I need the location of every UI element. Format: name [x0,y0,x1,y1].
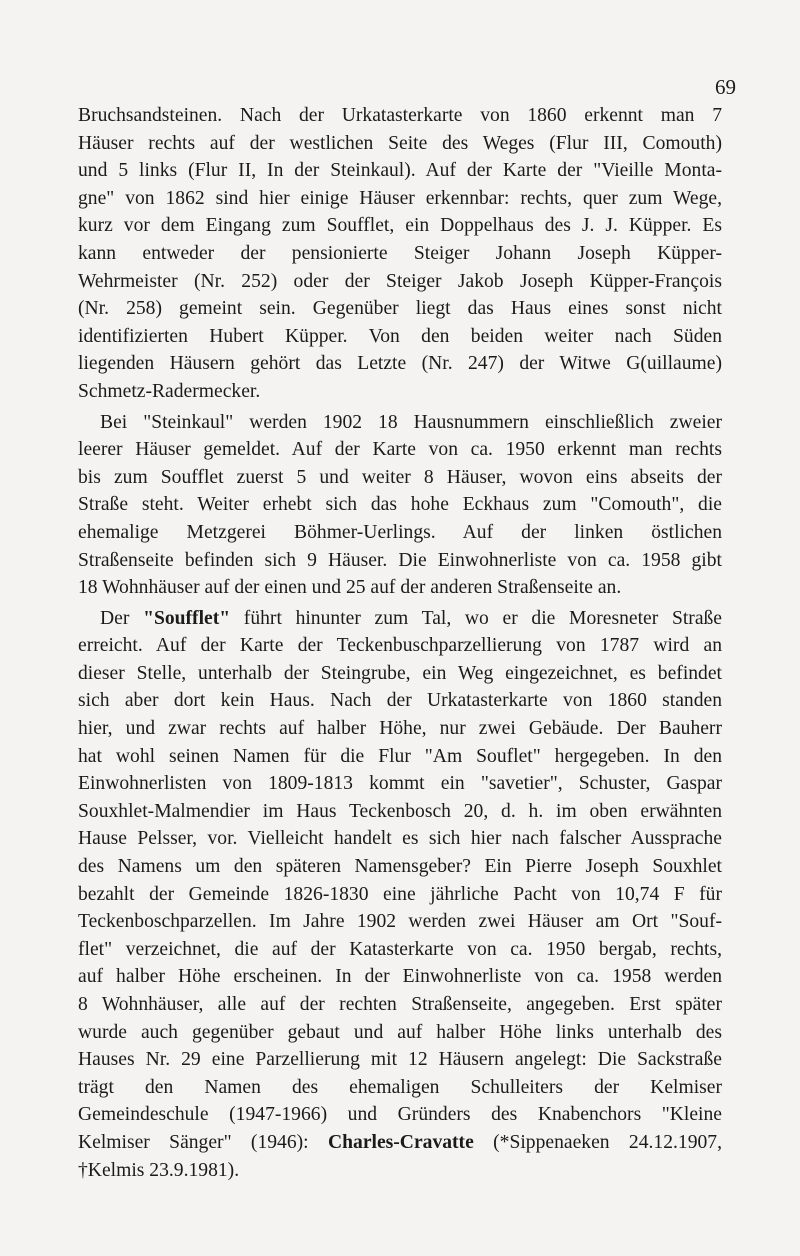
text-line: des Namens um den späteren Namensgeber? Ein Pierre Joseph Souxhlet [78,856,722,878]
text-line: Häuser rechts auf der westlichen Seite des Weges (Flur III, Comouth) [78,132,722,154]
body-text [78,102,722,1184]
text-line: trägt den Namen des ehemaligen Schulleiters der Kelmiser [78,1076,722,1098]
text-line: 18 Wohnhäuser auf der einen und 25 auf der anderen Straßenseite an. [78,577,622,599]
text-line: bezahlt der Gemeinde 1826-1830 eine jährliche Pacht von 10,74 F für [78,883,722,905]
text-line: ehemalige Metzgerei Böhmer-Uerlings. Auf der linken östlichen [78,521,722,543]
paragraph-2 [78,409,722,602]
text-line: (Nr. 258) gemeint sein. Gegenüber liegt das Haus eines sonst nicht [78,298,722,320]
text-line: bis zum Soufflet zuerst 5 und weiter 8 Häuser, wovon eins abseits der [78,466,722,488]
text-line: Straßenseite befinden sich 9 Häuser. Die Einwohnerliste von ca. 1958 gibt [78,549,722,571]
text-line: auf halber Höhe erscheinen. In der Einwohnerliste von ca. 1958 werden [78,966,722,988]
text-line: wurde auch gegenüber gebaut und auf halber Höhe links unterhalb des [78,1021,722,1043]
page-number: 69 [715,75,736,99]
text-run: Kelmiser Sänger" (1946): [78,1131,328,1153]
text-line: Bruchsandsteinen. Nach der Urkatasterkarte von 1860 erkennt man 7 [78,105,722,126]
text-line [78,605,722,633]
text-line: hier, und zwar rechts auf halber Höhe, nur zwei Gebäude. Der Bauherr [78,718,722,740]
text-line: Einwohnerlisten von 1809-1813 kommt ein "savetier", Schuster, Gaspar [78,773,722,795]
text-line: Straße steht. Weiter erhebt sich das hohe Eckhaus zum "Comouth", die [78,494,722,516]
person-name: Charles-Cravatte [327,1131,474,1153]
text-run: führt hinunter zum Tal, wo er die Moresneter Straße [230,607,723,629]
text-line: Hauses Nr. 29 eine Parzellierung mit 12 Häusern angelegt: Die Sackstraße [78,1049,722,1071]
term-soufflet: "Soufflet" [143,607,231,629]
text-line: erreicht. Auf der Karte der Teckenbuschparzellierung von 1787 wird an [78,635,722,657]
text-line: und 5 links (Flur II, In der Steinkaul). Auf der Karte der "Vieille Monta- [78,160,722,182]
text-line: liegenden Häusern gehört das Letzte (Nr. 247) der Witwe G(uillaume) [78,353,722,375]
text-line: leerer Häuser gemeldet. Auf der Karte von ca. 1950 erkennt man rechts [78,439,722,461]
text-line: kurz vor dem Eingang zum Soufflet, ein Doppelhaus des J. J. Küpper. Es [78,215,722,237]
text-line: Teckenboschparzellen. Im Jahre 1902 werden zwei Häuser am Ort "Souf- [78,911,722,933]
text-line: sich aber dort kein Haus. Nach der Urkatasterkarte von 1860 standen [78,690,722,712]
text-line: Gemeindeschule (1947-1966) und Gründers des Knabenchors "Kleine [78,1104,722,1126]
text-line: gne" von 1862 sind hier einige Häuser erkennbar: rechts, quer zum Wege, [78,187,722,209]
text-line: dieser Stelle, unterhalb der Steingrube, ein Weg eingezeichnet, es befindet [78,662,722,684]
text-line: hat wohl seinen Namen für die Flur "Am Souflet" hergegeben. In den [78,745,722,767]
text-line: identifizierten Hubert Küpper. Von den beiden weiter nach Süden [78,325,722,347]
paragraph-3 [78,605,722,1184]
text-line: Wehrmeister (Nr. 252) oder der Steiger Jakob Joseph Küpper-François [78,270,722,292]
text-line: Bei "Steinkaul" werden 1902 18 Hausnummern einschließlich zweier [100,411,722,433]
text-line: †Kelmis 23.9.1981). [78,1159,240,1181]
text-line [78,1129,722,1157]
paragraph-1 [78,102,722,406]
text-line: Hause Pelsser, vor. Vielleicht handelt es sich hier nach falscher Aussprache [78,828,722,850]
text-line: flet" verzeichnet, die auf der Katasterkarte von ca. 1950 bergab, rechts, [78,938,722,960]
text-line: 8 Wohnhäuser, alle auf der rechten Straßenseite, angegeben. Erst später [78,994,722,1015]
text-line: Schmetz-Radermecker. [78,380,261,402]
text-line: Souxhlet-Malmendier im Haus Teckenbosch 20, d. h. im oben erwähnten [78,800,722,822]
text-line: kann entweder der pensionierte Steiger Johann Joseph Küpper- [78,242,722,264]
text-run: Der [100,607,144,629]
text-run: (*Sippenaeken 24.12.1907, [473,1131,722,1153]
